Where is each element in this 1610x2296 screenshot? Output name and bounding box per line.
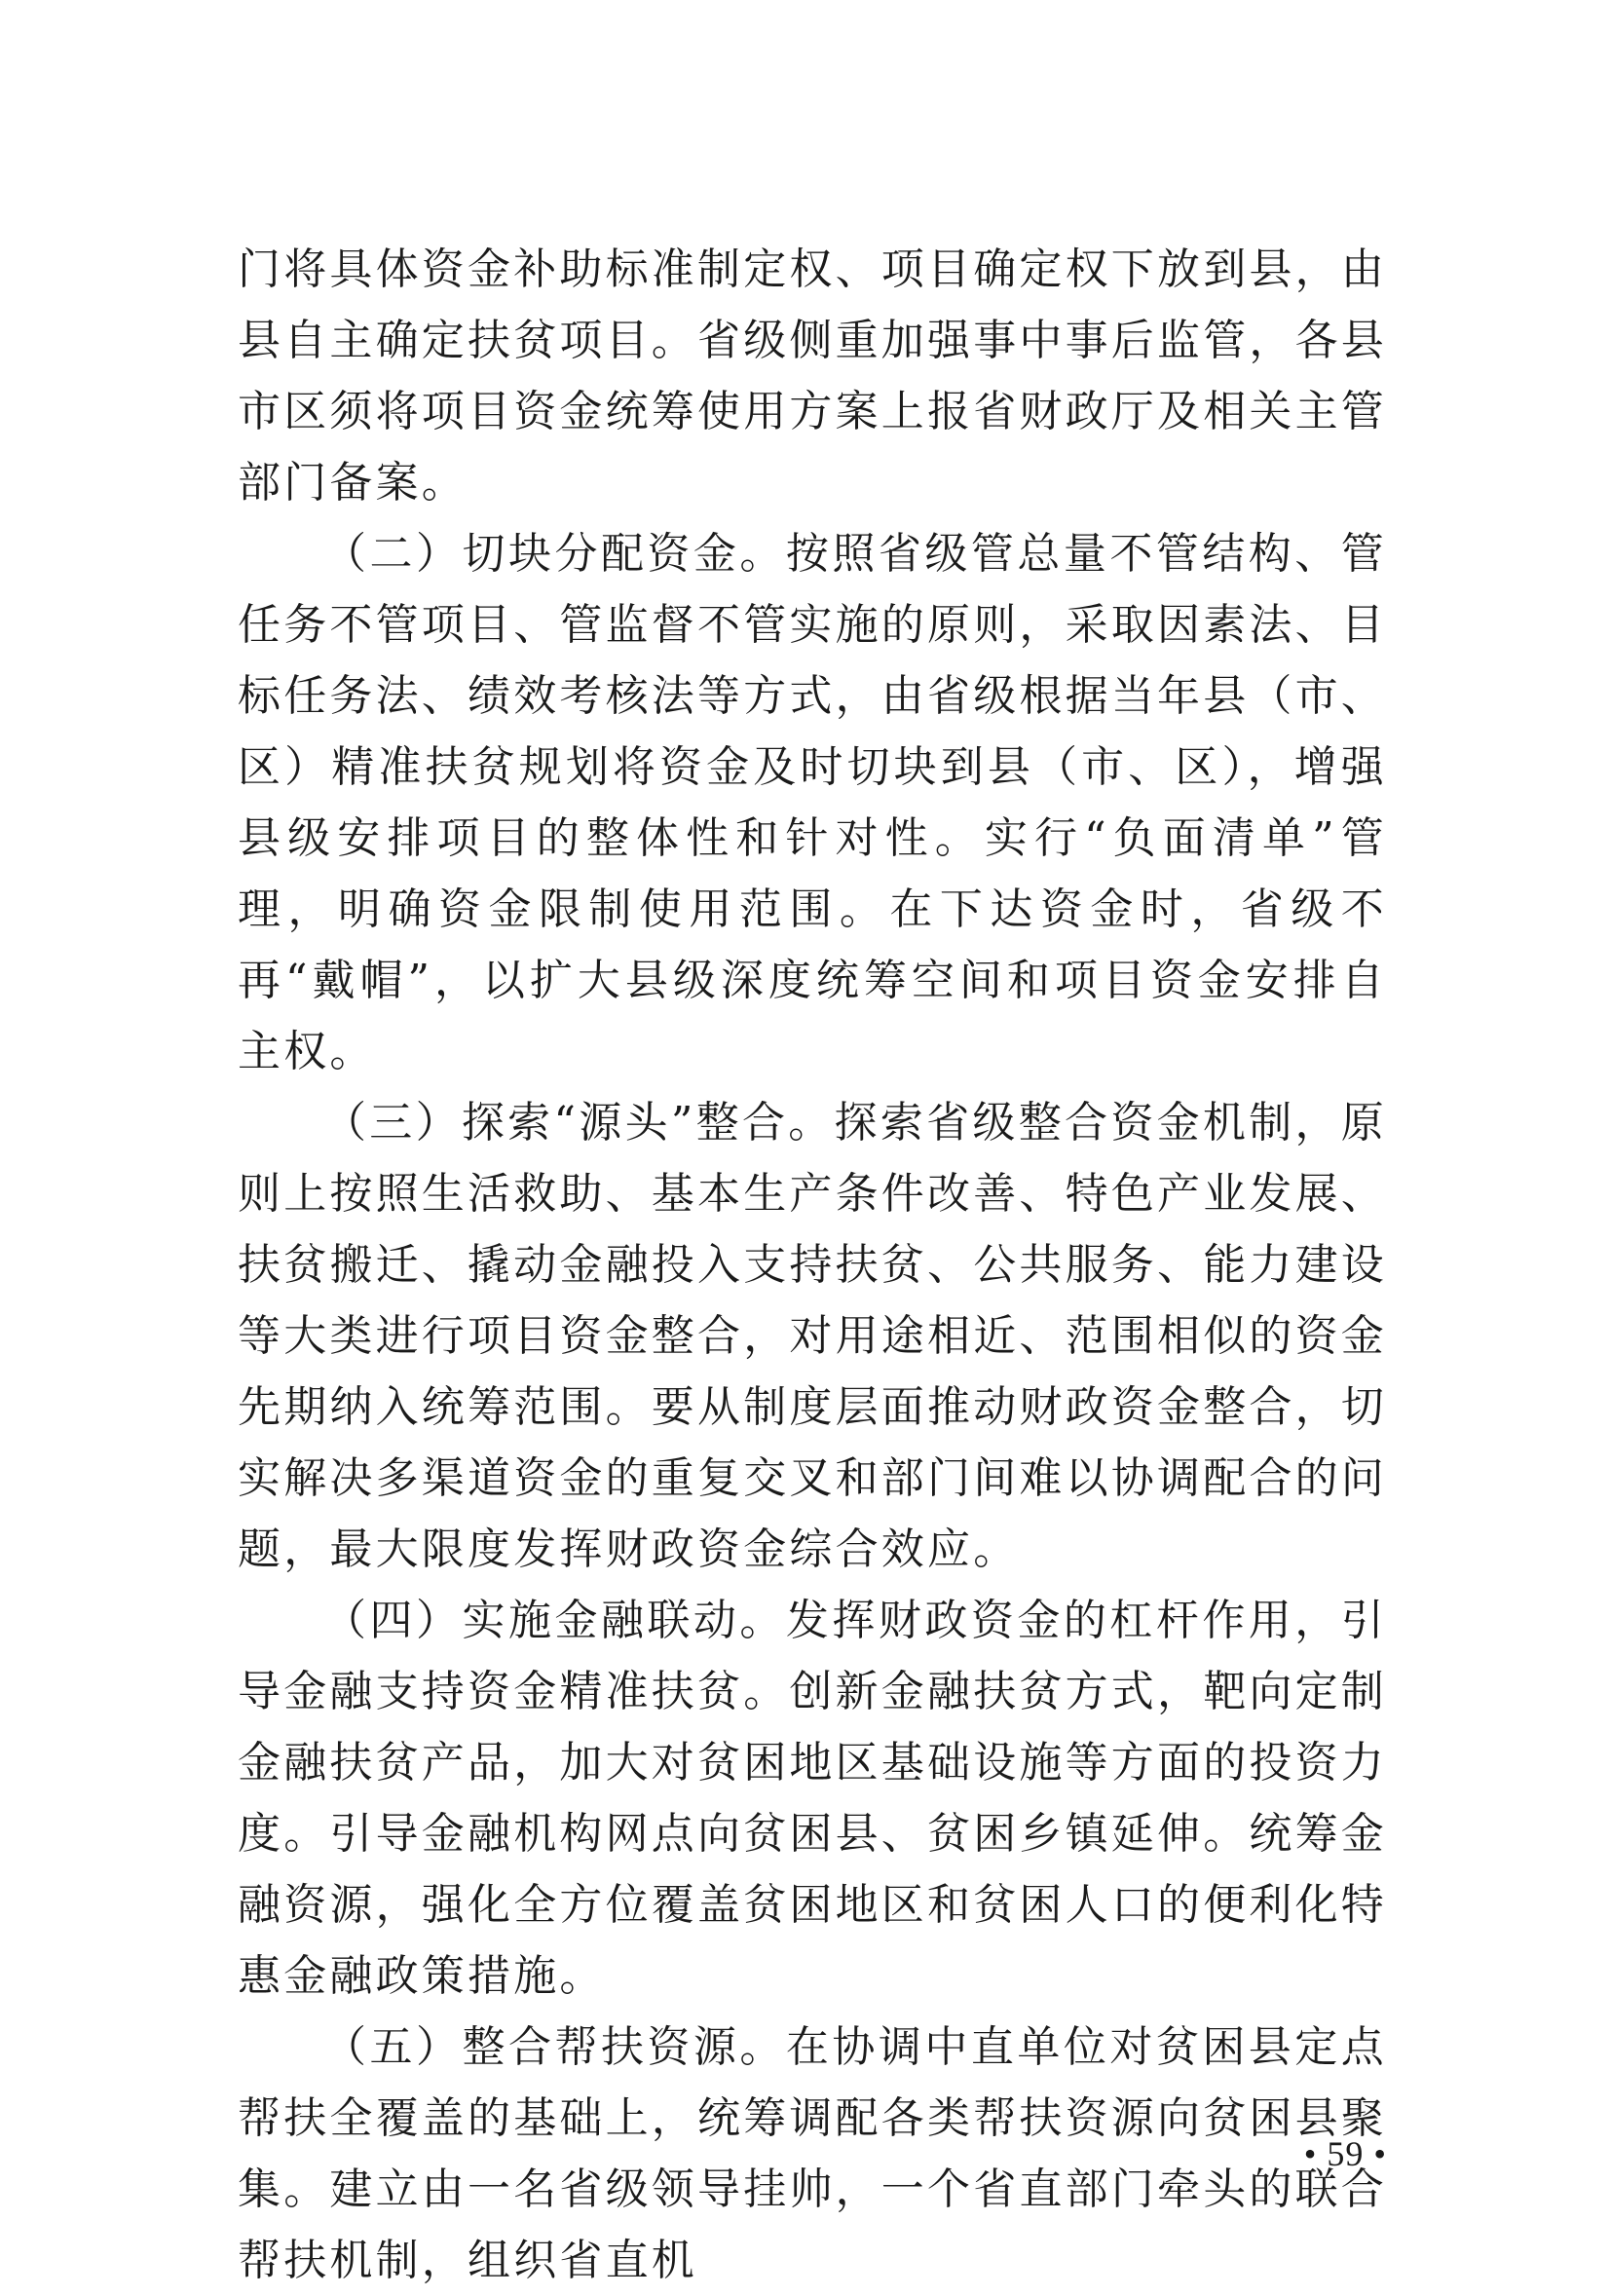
paragraph-section-4 [238,1585,1387,2012]
paragraph-text: 在协调中直单位对贫困县定点帮扶全覆盖的基础上，统筹调配各类帮扶资源向贫困县聚集。建立由一名省级领导挂帅，一个省直部门牵头的联合帮扶机制，组织省直机 [238,2022,1387,2285]
section-heading: （二）切块分配资金。 [323,529,786,579]
paragraph-text: 按照省级管总量不管结构、管任务不管项目、管监督不管实施的原则，采取因素法、目标任务法、绩效考核法等方式，由省级根据当年县（市、区）精准扶贫规划将资金及时切块到县（市、区），增强县级安排项目的整体性和针对性。实行“负面清单”管理，明确资金限制使用范围。在下达资金时，省级不再“戴帽”，以扩大县级深度统筹空间和项目资金安排自主权。 [238,529,1387,1076]
paragraph-continued [238,234,1387,518]
section-heading: （三）探索“源头”整合。 [323,1098,835,1148]
paragraph-section-3 [238,1087,1387,1585]
section-heading: （五）整合帮扶资源。 [323,2022,786,2072]
paragraph-section-5 [238,2012,1387,2296]
document-body [238,234,1387,2296]
paragraph-text: 发挥财政资金的杠杆作用，引导金融支持资金精准扶贫。创新金融扶贫方式，靶向定制金融扶贫产品，加大对贫困地区基础设施等方面的投资力度。引导金融机构网点向贫困县、贫困乡镇延伸。统筹金融资源，强化全方位覆盖贫困地区和贫困人口的便利化特惠金融政策措施。 [238,1596,1387,2001]
paragraph-text: 探索省级整合资金机制，原则上按照生活救助、基本生产条件改善、特色产业发展、扶贫搬迁、撬动金融投入支持扶贫、公共服务、能力建设等大类进行项目资金整合，对用途相近、范围相似的资金先期纳入统筹范围。要从制度层面推动财政资金整合，切实解决多渠道资金的重复交叉和部门间难以协调配合的问题，最大限度发挥财政资金综合效应。 [238,1098,1387,1574]
paragraph-text: 门将具体资金补助标准制定权、项目确定权下放到县，由县自主确定扶贫项目。省级侧重加强事中事后监管，各县市区须将项目资金统筹使用方案上报省财政厅及相关主管部门备案。 [238,245,1387,508]
section-heading: （四）实施金融联动。 [323,1596,786,1645]
paragraph-section-2 [238,518,1387,1087]
page-number: • 59 • [1303,2134,1387,2173]
